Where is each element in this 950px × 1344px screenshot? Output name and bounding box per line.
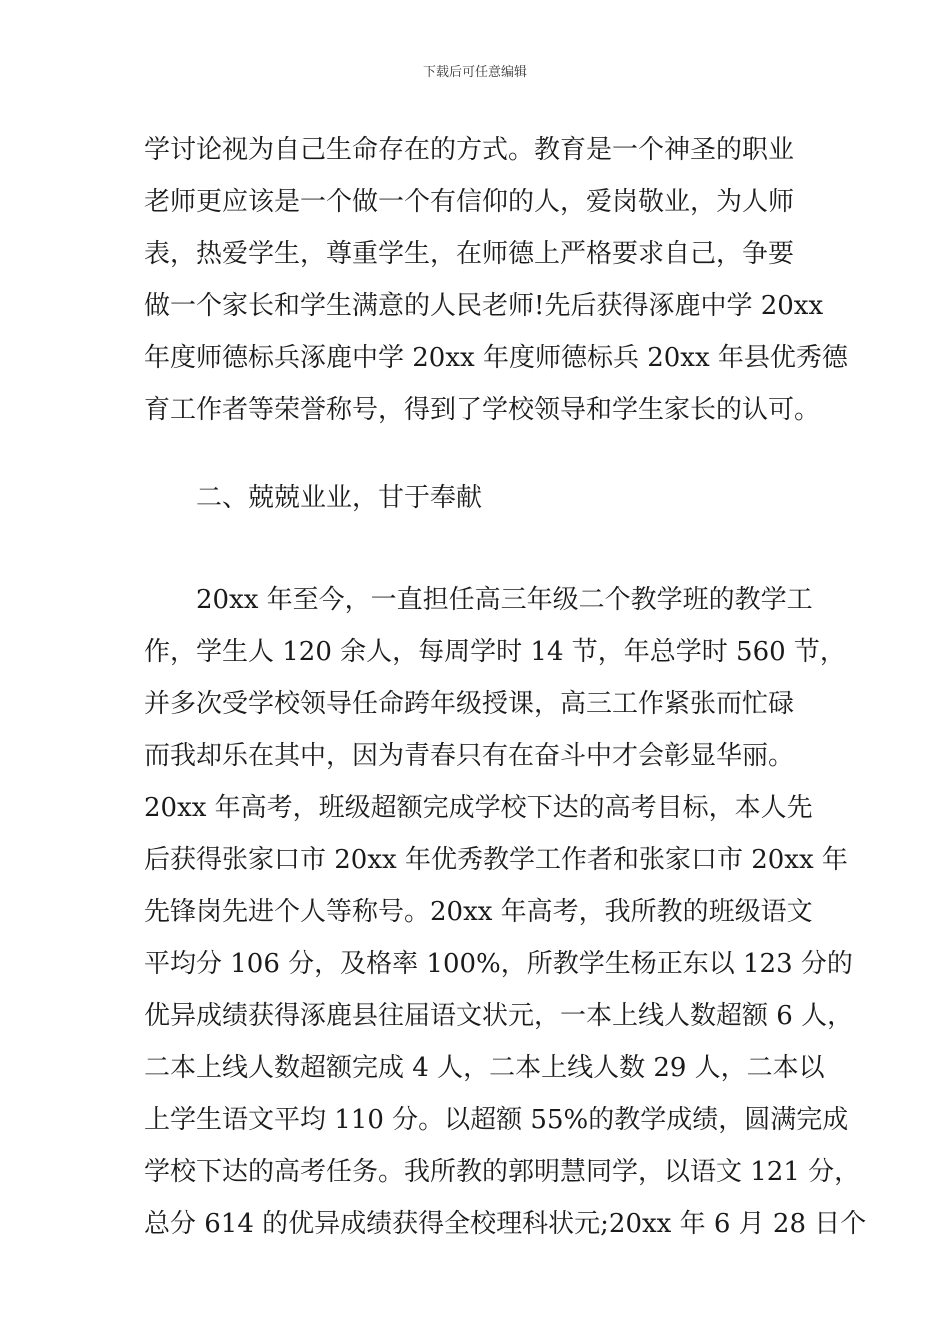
text-line: 做一个家长和学生满意的人民老师!先后获得涿鹿中学 20xx: [144, 291, 824, 321]
text-line: 表，热爱学生，尊重学生，在师德上严格要求自己，争要: [144, 239, 795, 269]
text-line: 而我却乐在其中，因为青春只有在奋斗中才会彰显华丽。: [144, 741, 795, 771]
text-line: 先锋岗先进个人等称号。20xx 年高考，我所教的班级语文: [144, 897, 813, 927]
text-line: 并多次受学校领导任命跨年级授课，高三工作紧张而忙碌: [144, 689, 795, 719]
text-line: 优异成绩获得涿鹿县往届语文状元，一本上线人数超额 6 人，: [144, 1001, 854, 1031]
page-header-note: 下载后可任意编辑: [422, 65, 527, 80]
text-line: 二本上线人数超额完成 4 人，二本上线人数 29 人，二本以: [144, 1053, 825, 1083]
text-line: 学校下达的高考任务。我所教的郭明慧同学，以语文 121 分，: [144, 1157, 861, 1187]
text-line: 上学生语文平均 110 分。以超额 55%的教学成绩，圆满完成: [144, 1105, 849, 1135]
text-line: 学讨论视为自己生命存在的方式。教育是一个神圣的职业: [144, 135, 795, 165]
text-line: 作，学生人 120 余人，每周学时 14 节，年总学时 560 节，: [144, 637, 846, 667]
text-line: 20xx 年高考，班级超额完成学校下达的高考目标，本人先: [144, 793, 813, 823]
text-line: 年度师德标兵涿鹿中学 20xx 年度师德标兵 20xx 年县优秀德: [144, 343, 848, 373]
text-line: 育工作者等荣誉称号，得到了学校领导和学生家长的认可。: [144, 395, 821, 425]
section-heading: 二、兢兢业业，甘于奉献: [196, 483, 483, 513]
text-line: 后获得张家口市 20xx 年优秀教学工作者和张家口市 20xx 年: [144, 845, 848, 875]
text-line: 20xx 年至今，一直担任高三年级二个教学班的教学工: [196, 585, 813, 615]
paragraph-teaching-ethics: [144, 124, 848, 436]
paragraph-teaching-achievements: [144, 574, 867, 1250]
text-line: 平均分 106 分，及格率 100%，所教学生杨正东以 123 分的: [144, 949, 853, 979]
text-line: 总分 614 的优异成绩获得全校理科状元;20xx 年 6 月 28 日个: [144, 1209, 867, 1239]
text-line: 老师更应该是一个做一个有信仰的人，爱岗敬业，为人师: [144, 187, 795, 217]
